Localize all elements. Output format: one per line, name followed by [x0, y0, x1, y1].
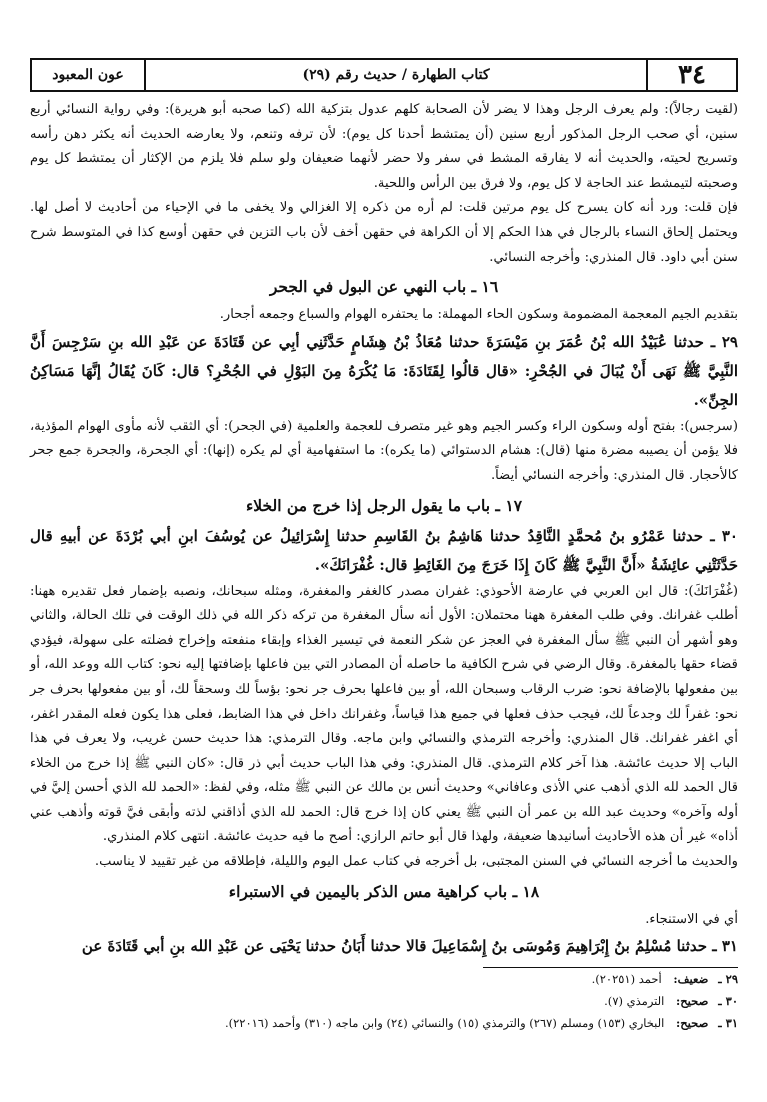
commentary-paragraph: (غُفْرَانَكَ): قال ابن العربي في عارضة الأحوذي: غفران مصدر كالغفر والمغفرة، ومثله سبحانك، ونصبه بإضمار فعل تقديره ههنا: أطلب غفرانك. وفي طلب المغفرة ههنا محتملان: الأول أنه سأل المغفرة من تركه ذكر الله في ذلك الوقت في تلك الحالة، والثاني وهو أشهر أن النبي ﷺ سأل المغفرة في العجز عن شكر النعمة في تيسير الغذاء وإبقاء منفعته وإخراج فضلته على سهولة، فيؤدي قضاء حقها بالمغفرة. وقال الرضي في شرح الكافية ما حاصله أن المصادر التي بين فاعلها بإضافتها إليه نحو: كتاب الله ووعد الله، أو بين مفعولها بالإضافة نحو: ضرب الرقاب وسبحان الله، أو بين فاعلها بحرف جر نحو: بؤساً لك وسحقاً لك، أو بين مفعولها بحرف جر نحو: غفراً لك وجدعاً لك، فيجب حذف فعلها في جميع هذا قياساً، وغفرانك داخل في هذا الضابط، فعلى هذا يكون فعله المقدر اغفر، أي اغفر غفرانك. قال المنذري: وأخرجه الترمذي والنسائي وابن ماجه. وقال الترمذي: هذا حديث حسن غريب، ولا يعرف في هذا الباب إلا حديث عائشة. هذا آخر كلام الترمذي. قال المنذري: وفي هذا الباب حديث أبي ذر قال: «كان النبي ﷺ إذا خرج من الخلاء قال الحمد لله الذي أذهب عني الأذى وعافاني» وحديث أنس بن مالك عن النبي ﷺ مثله، وفي لفظ: «الحمد لله الذي أحسن إليَّ في أوله وآخره» وحديث عبد الله بن عمر أن النبي ﷺ يعني كان إذا خرج قال: الحمد لله الذي أذاقني لذته وأبقى فيَّ قوته وأذهب عني أذاه» غير أن هذه الأحاديث أسانيدها ضعيفة، ولهذا قال أبو حاتم الرازي: أصح ما فيه حديث عائشة. انتهى كلام المنذري. [30, 583, 738, 845]
commentary-paragraph: فإن قلت: ورد أنه كان يسرح كل يوم مرتين قلت: لم أره من ذكره إلا الغزالي ولا يخفى ما في الإحياء من أحاديث لا أصل لها. ويحتمل إلحاق النساء بالرجال في هذا الحكم إلا أن الكراهة في حقهن أخف لأن باب التزين في حقهن أوسع كذا في المتوسط شرح سنن أبي داود. قال المنذري: وأخرجه النسائي. [30, 200, 738, 265]
commentary-paragraph: أي في الاستنجاء. [645, 911, 738, 927]
footnote-number: ٣١ ـ [718, 1016, 738, 1031]
commentary-paragraph: والحديث ما أخرجه النسائي في السنن المجتبى، بل أخرجه في كتاب عمل اليوم والليلة، فإطلاقه من غير تقييد لا يناسب. [94, 854, 738, 870]
footnote-number: ٢٩ ـ [718, 972, 738, 987]
hadith-text: ٣١ ـ حدثنا مُسْلِمُ بنُ إِبْرَاهِيمَ وَمُوسَى بنُ إِسْمَاعِيلَ قالا حدثنا أَبَانُ حدثنا يَحْيَى عن عَبْدِ الله بنِ أبي قَتَادَةَ عن [81, 937, 738, 956]
book-title: عون المعبود [52, 67, 124, 83]
page-header [30, 58, 738, 92]
hadith-text: ٣٠ ـ حدثنا عَمْرُو بنُ مُحمَّدٍ النَّاقِدُ حدثنا هَاشِمُ بنُ القَاسِمِ حدثنا إِسْرَائِيلُ عن يُوسُفَ ابنِ أبي بُرْدَةَ عن أبيهِ قال حَدَّثَتْنِي عائِشَةُ «أَنَّ النَّبِيَّ ﷺ كَانَ إِذَا خَرَجَ مِنَ الغَائِطِ قال: غُفْرَانَكَ». [30, 526, 738, 574]
footnote-text: البخاري (١٥٣) ومسلم (٢٦٧) والترمذي (١٥) والنسائي (٢٤) وابن ماجه (٣١٠) وأحمد (٢٢٠١٦). [224, 1016, 665, 1031]
footnote-grade: ضعيف: [673, 972, 709, 987]
footnote [30, 1012, 738, 1034]
document-page [30, 58, 738, 1034]
commentary-paragraph: (سرجس): بفتح أوله وسكون الراء وكسر الجيم وهو غير متصرف للعجمة والعلمية (في الجحر): أي الثقب لأنه مأوى الهوام المؤذية، فلا يؤمن أن يصيبه مضرة منها (قال): هشام الدستوائي (ما يكره): ما استفهامية أي لم يكره (إنها): أي الجحرة، والجحرة جمع جحر كالأحجار. قال المنذري: وأخرجه النسائي أيضاً. [30, 418, 738, 483]
footnote-grade: صحيح: [676, 1016, 709, 1031]
footnotes [30, 968, 738, 1034]
chapter-heading: ١٧ ـ باب ما يقول الرجل إذا خرج من الخلاء [245, 495, 523, 515]
page-number: ٣٤ [646, 60, 736, 90]
footnote [30, 968, 738, 990]
footnote-text: أحمد (٢٠٢٥١). [591, 972, 662, 987]
footnote-text: الترمذي (٧). [604, 994, 665, 1009]
footnote-number: ٣٠ ـ [718, 994, 738, 1009]
hadith-text: ٢٩ ـ حدثنا عُبَيْدُ الله بْنُ عُمَرَ بنِ مَيْسَرَةَ حدثنا مُعَاذُ بْنُ هِشَامٍ حَدَّثَنِي أبِي عن قَتَادَةَ عن عَبْدِ الله بنِ سَرْجِسَ أَنَّ النَّبِيَّ ﷺ نَهَى أَنْ يُبَالَ في الجُحْرِ: «قال قالُوا لِقَتَادَةَ: مَا يُكْرَهُ مِنَ البَوْلِ في الجُحْرِ؟ قال: كَانَ يُقَالُ إنَّهَا مَسَاكِنُ الجِنِّ». [30, 332, 739, 409]
commentary-paragraph: (لقيت رجالاً): ولم يعرف الرجل وهذا لا يضر لأن الصحابة كلهم عدول بتزكية الله (كما صحبه أبو هريرة): وفي رواية النسائي أربع سنين، أي صحب الرجل المذكور أربع سنين (أن يمتشط أحدنا كل يوم): لأن ترفه وتنعم، ولا يعارضه الحديث أنه يكثر دهن رأسه وتسريح لحيته، والحديث أنه لا يفارقه المشط في سفر ولا حضر لأنهما ضعيفان ولو سلم فلا يلزم من الإكثار أن يمتشط كل يوم وصحبته لتيمشط عند الحاجة لا كل يوم، ولا فرق بين الرأس واللحية. [30, 102, 738, 191]
footnote-grade: صحيح: [676, 994, 709, 1009]
chapter-heading: ١٦ ـ باب النهي عن البول في الجحر [269, 277, 499, 297]
footnote [30, 990, 738, 1012]
section-title: كتاب الطهارة / حديث رقم (٢٩) [144, 60, 646, 90]
commentary-paragraph: بتقديم الجيم المعجمة المضمومة وسكون الحاء المهملة: ما يحتفره الهوام والسباع وجمعه أجحار. [219, 307, 738, 323]
page-body [30, 98, 738, 961]
chapter-heading: ١٨ ـ باب كراهية مس الذكر باليمين في الاستبراء [228, 881, 540, 901]
